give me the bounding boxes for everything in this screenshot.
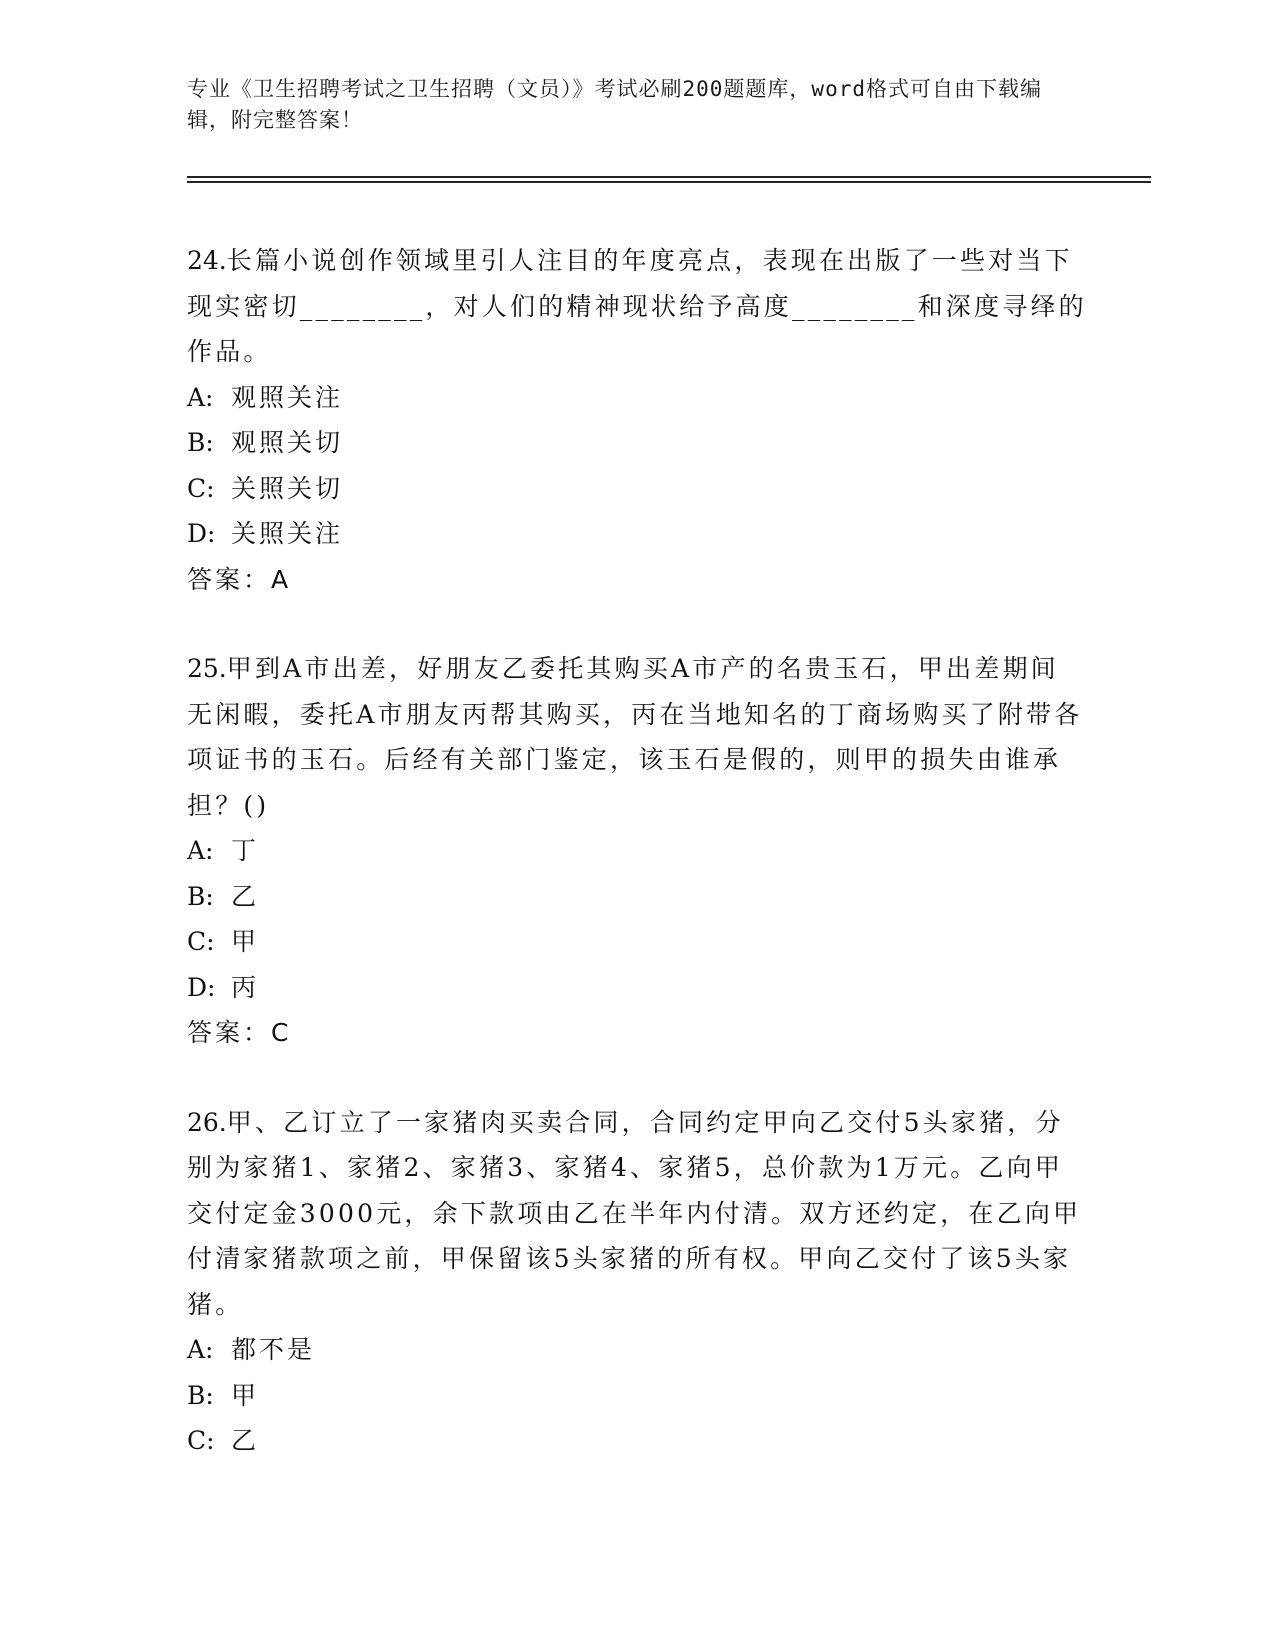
option-a	[187, 1327, 1087, 1373]
option-key: D:	[187, 972, 216, 1002]
option-key: A:	[187, 836, 214, 865]
question-text: 甲、乙订立了一家猪肉买卖合同，合同约定甲向乙交付5头家猪，分别为家猪1、家猪2、家猪3、家猪4、家猪5，总价款为1万元。乙向甲交付定金3000元，余下款项由乙在半年内付清。双方还约定，在乙向甲付清家猪款项之前，甲保留该5头家猪的所有权。甲向乙交付了该5头家猪。	[187, 1107, 1082, 1319]
option-text: 甲	[231, 1380, 260, 1410]
question-number: 25.	[187, 654, 227, 683]
question-stem	[187, 1100, 1087, 1328]
document-header	[187, 74, 1067, 136]
answer: 答案：C	[187, 1018, 292, 1047]
option-key: B:	[187, 428, 214, 457]
option-d	[187, 511, 1087, 557]
option-text: 甲	[231, 927, 260, 956]
question-stem	[187, 646, 1087, 828]
option-c	[187, 1418, 1087, 1464]
option-b	[187, 1373, 1087, 1419]
option-key: A:	[187, 1335, 214, 1364]
option-c	[187, 919, 1087, 965]
option-text: 关照关注	[231, 519, 344, 548]
option-d	[187, 965, 1087, 1011]
option-key: B:	[187, 1380, 214, 1410]
option-b	[187, 420, 1087, 466]
option-key: D:	[187, 519, 216, 548]
option-text: 都不是	[231, 1335, 316, 1364]
question-stem	[187, 238, 1087, 375]
question-24	[187, 238, 1087, 602]
question-number: 24.	[187, 246, 227, 275]
option-text: 乙	[231, 1426, 260, 1455]
header-text: 专业《卫生招聘考试之卫生招聘（文员）》考试必刷200题题库，word格式可自由下载编辑，附完整答案！	[187, 77, 1042, 132]
option-a	[187, 828, 1087, 874]
option-text: 观照关注	[231, 382, 344, 412]
option-text: 观照关切	[231, 428, 344, 457]
option-text: 乙	[231, 881, 260, 911]
question-list	[187, 238, 1087, 1508]
option-key: C:	[187, 927, 215, 956]
option-key: C:	[187, 1426, 215, 1455]
option-text: 丙	[231, 972, 260, 1002]
option-key: B:	[187, 881, 214, 911]
question-25	[187, 646, 1087, 1056]
option-text: 丁	[231, 836, 260, 865]
answer: 答案：A	[187, 564, 292, 594]
question-text: 长篇小说创作领域里引人注目的年度亮点，表现在出版了一些对当下现实密切________，对人们的精神现状给予高度________和深度寻绎的作品。	[187, 246, 1087, 366]
option-key: C:	[187, 473, 215, 503]
header-divider-bottom	[187, 181, 1151, 183]
option-a	[187, 375, 1087, 421]
question-number: 26.	[187, 1107, 227, 1137]
question-26	[187, 1100, 1087, 1464]
option-key: A:	[187, 382, 214, 412]
option-c	[187, 466, 1087, 512]
header-divider-top	[187, 176, 1151, 178]
option-b	[187, 874, 1087, 920]
option-text: 关照关切	[231, 473, 344, 503]
question-text: 甲到A市出差，好朋友乙委托其购买A市产的名贵玉石，甲出差期间无闲暇，委托A市朋友丙帮其购买，丙在当地知名的丁商场购买了附带各项证书的玉石。后经有关部门鉴定，该玉石是假的，则甲的损失由谁承担？()	[187, 654, 1083, 820]
